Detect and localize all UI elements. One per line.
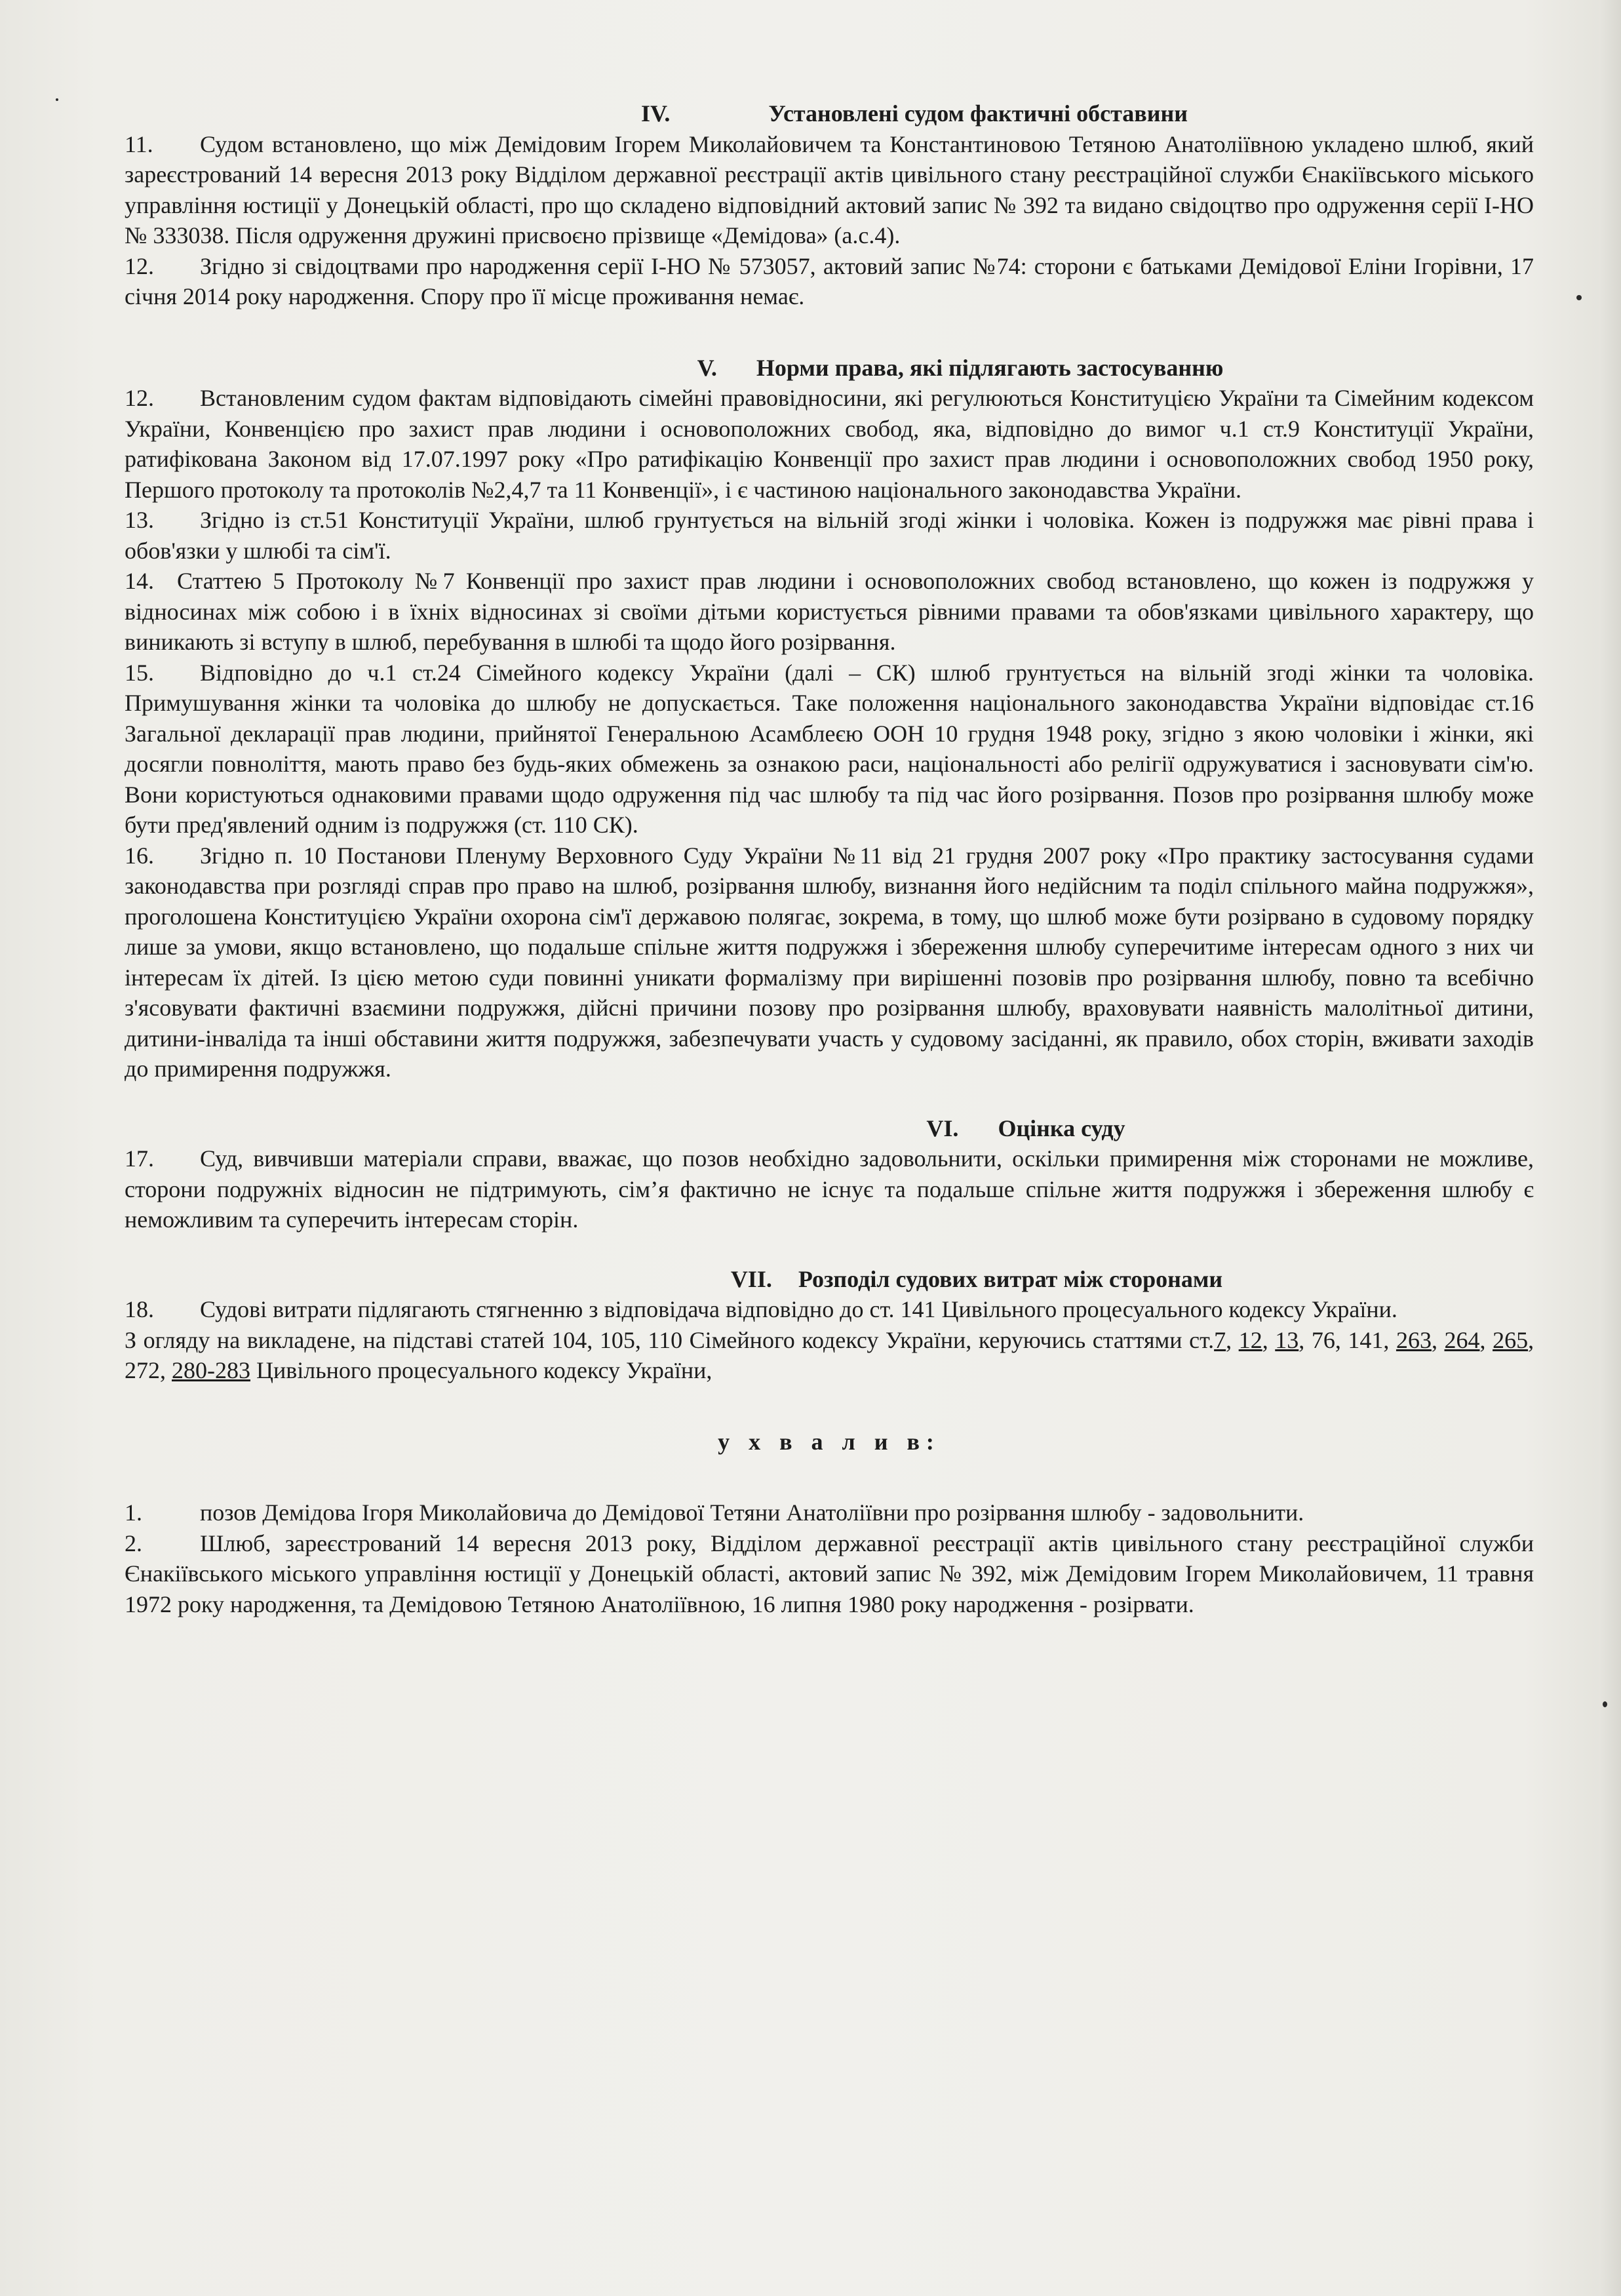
article-link[interactable]: 7: [1214, 1326, 1226, 1353]
section-title: Норми права, які підлягають застосуванню: [756, 354, 1224, 381]
ruling-number: 2.: [125, 1530, 142, 1556]
section-heading-v: [125, 353, 1534, 384]
article-number: 141: [1348, 1326, 1384, 1353]
paragraph-text: Згідно зі свідоцтвами про народження серії І-НО № 573057, актовий запис №74: сторони є батьками Демідової Еліни Ігорівни, 17 січня 2014 року народження. Спору про її місце проживання немає.: [125, 252, 1534, 309]
paragraph-number: 12.: [125, 385, 154, 411]
paragraph-text: Встановленим судом фактам відповідають сімейні правовідносини, які регулюються Конституцією України та Сімейним кодексом України, Конвенцією про захист прав людини і основоположних свобод, яка, відповідно до вимог ч.1 ст.9 Конституції України, ратифікована Законом від 17.07.1997 року «Про ратифікацію Конвенції про захист прав людини і основоположних свобод 1950 року, Першого протоколу та протоколів №2,4,7 та 11 Конвенції», і є частиною національного законодавства України.: [125, 385, 1534, 503]
article-link[interactable]: 280-283: [172, 1357, 250, 1383]
paragraph-number: 13.: [125, 507, 154, 533]
paragraph-text: Статтею 5 Протоколу №7 Конвенції про захист прав людини і основоположних свобод встановлено, що кожен із подружжя у відносинах між собою і в їхніх відносинах зі своїми дітьми користується рівними правами та обов'язками цивільного характеру, що виникають зі вступу в шлюб, перебування в шлюбі та щодо його розірвання.: [125, 568, 1534, 655]
article-number: 272: [125, 1357, 160, 1383]
closing-statement: З огляду на викладене, на підставі статей 104, 105, 110 Сімейного кодексу України, керуючись статтями ст.7, 12, 13, 76, 141, 263, 264, 265, 272, 280-283 Цивільного процесуального кодексу України,: [125, 1326, 1534, 1383]
paragraph-12a: [125, 251, 1534, 312]
section-title: Установлені судом фактичні обставини: [768, 100, 1188, 127]
paragraph-17: [125, 1143, 1534, 1235]
paragraph-number: 11.: [125, 130, 153, 157]
article-link[interactable]: 263: [1396, 1326, 1432, 1353]
article-number: 76: [1311, 1326, 1335, 1353]
paragraph-text: Судом встановлено, що між Демідовим Ігорем Миколайовичем та Константиновою Тетяною Анатоліївною укладено шлюб, який зареєстрований 14 вересня 2013 року Відділом державної реєстрації актів цивільного стану реєстраційної служби Єнакіївського міського управління юстиції у Донецькій області, про що складено відповідний актовий запис № 392 та видано свідоцтво про одруження серії І-НО № 333038. Після одруження дружині присвоєно прізвище «Демідова» (а.с.4).: [125, 130, 1534, 248]
ruling-text: позов Демідова Ігоря Миколайовича до Демідової Тетяни Анатоліївни про розірвання шлюбу - задовольнити.: [200, 1499, 1304, 1526]
scan-speck: [56, 98, 58, 101]
paragraph-14: [125, 566, 1534, 658]
page-edge-shadow: [1599, 0, 1621, 2296]
paragraph-number: 12.: [125, 252, 154, 279]
scan-speck: [1603, 1701, 1607, 1707]
paragraph-text: Суд, вивчивши матеріали справи, вважає, що позов необхідно задовольнити, оскільки примирення між сторонами не можливе, сторони подружніх відносин не підтримують, сім’я фактично не існує та подальше спільне життя подружжя і збереження шлюбу є неможливим та суперечить інтересам сторін.: [125, 1145, 1534, 1233]
section-heading-vi: [125, 1113, 1534, 1144]
paragraph-15: [125, 658, 1534, 841]
ruling-text: Шлюб, зареєстрований 14 вересня 2013 року, Відділом державної реєстрації актів цивільного стану реєстраційної служби Єнакіївського міського управління юстиції у Донецькій області, актовий запис № 392, між Демідовим Ігорем Миколайовичем, 11 травня 1972 року народження, та Демідовою Тетяною Анатоліївною, 16 липня 1980 року народження - розірвати.: [125, 1530, 1534, 1617]
paragraph-11: [125, 129, 1534, 251]
article-link[interactable]: 265: [1493, 1326, 1529, 1353]
ruling-1: [125, 1497, 1534, 1528]
paragraph-text: Згідно п. 10 Постанови Пленуму Верховного Суду України №11 від 21 грудня 2007 року «Про практику застосування судами законодавства при розгляді справ про право на шлюб, розірвання шлюбу, визнання його недійсним та поділ спільного майна подружжя», проголошена Конституцією України охорона сім'ї державою полягає, зокрема, в тому, що шлюб може бути розірвано в судовому порядку лише за умови, якщо встановлено, що подальше спільне життя подружжя і збереження шлюбу суперечитиме інтересам одного з них чи інтересам їх дітей. Із цією метою суди повинні уникати формалізму при вирішенні позовів про розірвання шлюбу, повно та всебічно з'ясовувати фактичні взаємини подружжя, дійсні причини позову про розірвання шлюбу, враховувати наявність малолітньої дитини, дитини-інваліда та інші обставини життя подружжя, забезпечувати участь у судовому засіданні, як правило, обох сторін, вживати заходів до примирення подружжя.: [125, 842, 1534, 1082]
paragraph-13: [125, 505, 1534, 566]
ruling-2: [125, 1528, 1534, 1620]
section-heading-vii: [125, 1264, 1534, 1295]
paragraph-number: 16.: [125, 842, 154, 869]
article-link[interactable]: 12: [1238, 1326, 1262, 1353]
section-number: V.: [697, 354, 717, 381]
section-number: VI.: [926, 1115, 959, 1141]
paragraph-number: 14.: [125, 568, 154, 594]
paragraph-text: Згідно із ст.51 Конституції України, шлюб грунтується на вільній згоді жінки і чоловіка. Кожен із подружжя має рівні права і обов'язки у шлюбі та сім'ї.: [125, 507, 1534, 564]
section-title: Розподіл судових витрат між сторонами: [798, 1265, 1223, 1292]
paragraph-18: [125, 1294, 1534, 1325]
section-number: IV.: [641, 100, 671, 127]
closing-prefix: З огляду на викладене, на підставі статей 104, 105, 110 Сімейного кодексу України, керуючись статтями ст.: [125, 1326, 1215, 1353]
paragraph-number: 17.: [125, 1145, 154, 1172]
paragraph-text: Судові витрати підлягають стягненню з відповідача відповідно до ст. 141 Цивільного процесуального кодексу України.: [200, 1296, 1397, 1322]
document-body: [125, 98, 1534, 1619]
scan-speck: [1576, 295, 1582, 300]
section-title: Оцінка суду: [998, 1115, 1125, 1141]
decision-heading: у х в а л и в:: [718, 1428, 941, 1455]
paragraph-12b: [125, 383, 1534, 505]
paragraph-16: [125, 841, 1534, 1084]
ruling-number: 1.: [125, 1499, 142, 1526]
paragraph-number: 15.: [125, 659, 154, 686]
section-heading-iv: [125, 98, 1534, 129]
section-number: VII.: [730, 1265, 772, 1292]
closing-suffix: Цивільного процесуального кодексу України,: [256, 1357, 713, 1383]
article-link[interactable]: 264: [1444, 1326, 1480, 1353]
paragraph-number: 18.: [125, 1296, 154, 1322]
paragraph-text: Відповідно до ч.1 ст.24 Сімейного кодексу України (далі – СК) шлюб грунтується на вільній згоді жінки та чоловіка. Примушування жінки та чоловіка до шлюбу не допускається. Таке положення національного законодавства України відповідає ст.16 Загальної декларації прав людини, прийнятої Генеральною Асамблеєю ООН 10 грудня 1948 року, згідно з якою чоловіки і жінки, які досягли повноліття, мають право без будь-яких обмежень за ознакою раси, національності або релігії одружуватися і засновувати сім'ю. Вони користуються однаковими правами щодо одруження під час шлюбу та під час його розірвання. Позов про розірвання шлюбу може бути пред'явлений одним із подружжя (ст. 110 СК).: [125, 659, 1534, 838]
article-link[interactable]: 13: [1275, 1326, 1299, 1353]
